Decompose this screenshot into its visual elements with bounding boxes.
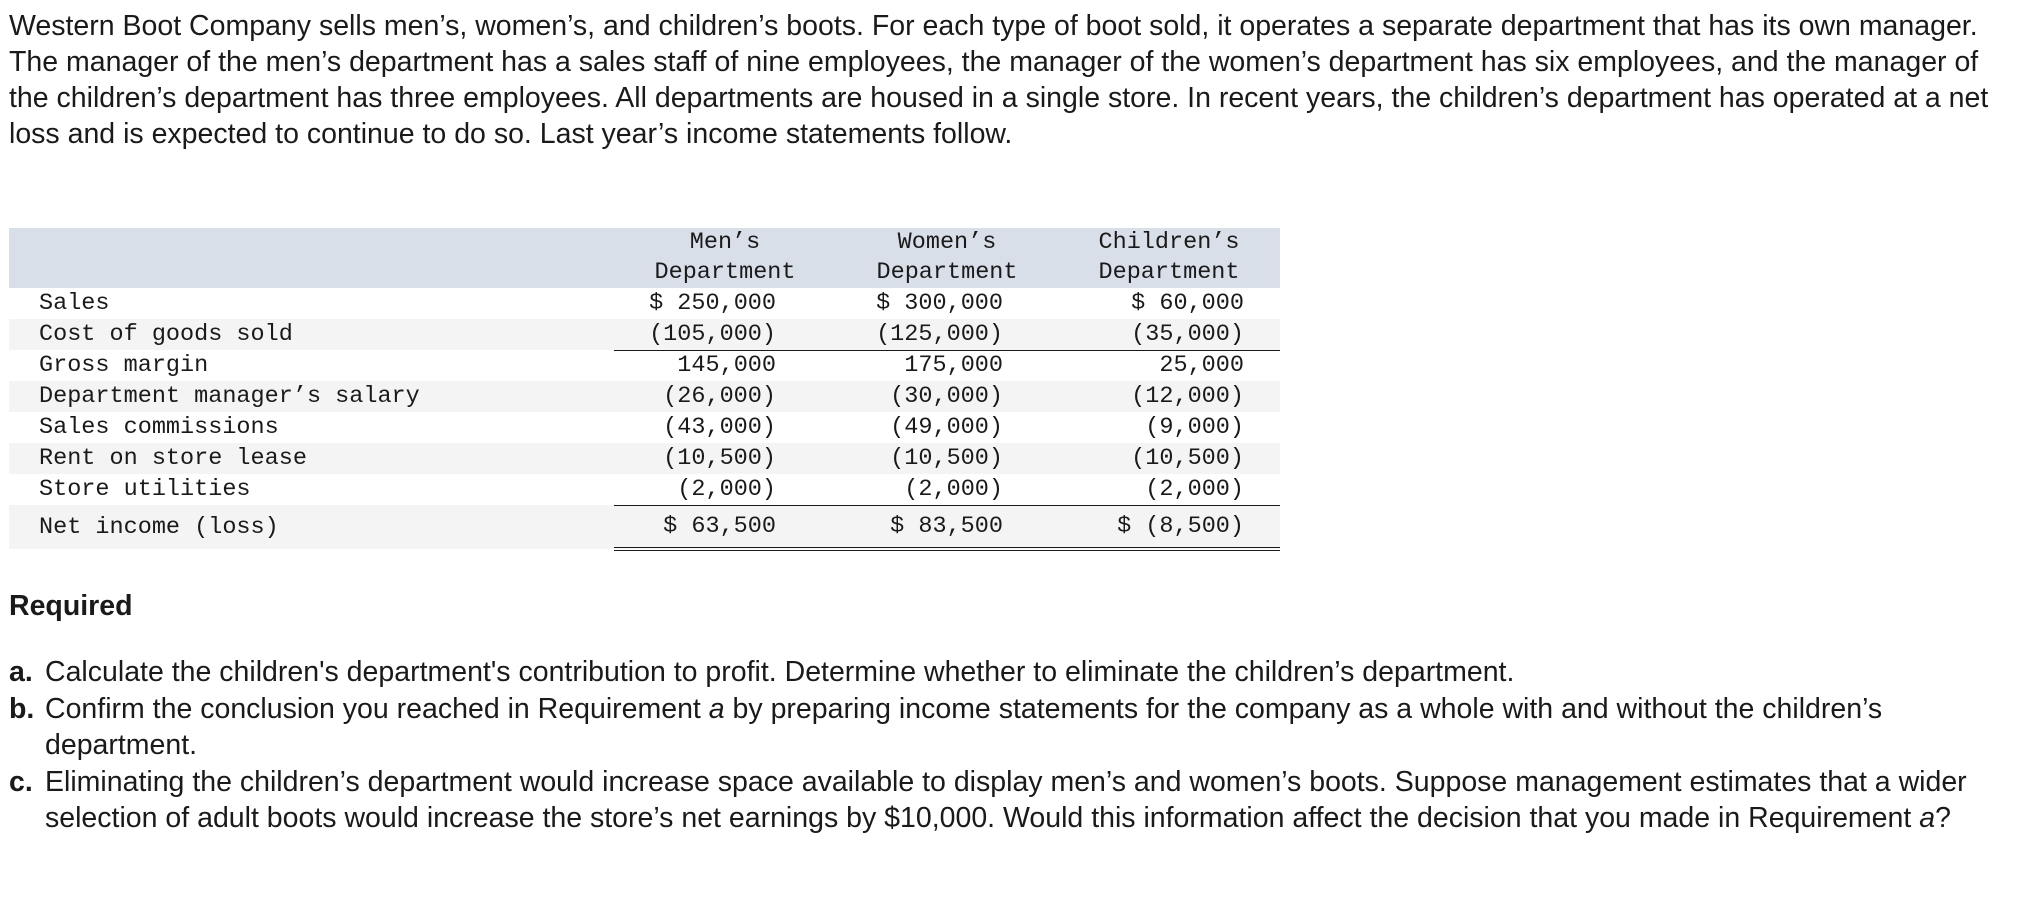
- cell-womens: (49,000): [890, 414, 1003, 441]
- table-row: [9, 381, 1280, 412]
- income-statement-table: [9, 228, 1280, 551]
- cell-mens: (43,000): [663, 414, 776, 441]
- requirement-ref: a: [708, 692, 725, 725]
- cell-mens: (10,500): [663, 445, 776, 472]
- cell-mens: (2,000): [614, 474, 836, 505]
- requirement-a: [9, 654, 1999, 691]
- requirement-text-before: Eliminating the children’s department would increase space available to display men’s and women’s boots. Suppose management estimates that a wider selection of adult boots would increase the store’s net earnings by $10,000. Would this information affect the decision that you made in Requirement: [45, 765, 1967, 834]
- row-label: Sales: [39, 290, 110, 317]
- header-mens: Men’s Department: [654, 229, 796, 286]
- header-blank: [9, 228, 614, 288]
- cell-mens: $ 63,500: [614, 505, 836, 549]
- cell-mens: (105,000): [614, 319, 836, 350]
- requirements-list: [9, 654, 1999, 837]
- requirement-text-before: Confirm the conclusion you reached in Requirement: [45, 692, 709, 725]
- cell-childrens: $ 60,000: [1131, 290, 1244, 317]
- cell-womens: $ 83,500: [836, 505, 1058, 549]
- row-label: Gross margin: [39, 352, 209, 379]
- cell-childrens: (10,500): [1131, 445, 1244, 472]
- table-row: [9, 319, 1280, 350]
- cell-womens: (30,000): [890, 383, 1003, 410]
- cell-childrens: 25,000: [1159, 352, 1244, 380]
- table-row: [9, 443, 1280, 474]
- requirement-marker: a.: [9, 656, 33, 688]
- requirement-marker: b.: [9, 692, 35, 725]
- cell-womens: (10,500): [890, 445, 1003, 472]
- table-header-row: [9, 228, 1280, 288]
- header-womens: Women’s Department: [876, 229, 1018, 286]
- row-label: Store utilities: [39, 476, 251, 503]
- cell-womens: (125,000): [836, 319, 1058, 350]
- cell-mens: 145,000: [677, 352, 776, 380]
- requirement-text-after: by preparing income statements for the company as a whole with and without the children’s department.: [45, 692, 1883, 761]
- table-row-total: [9, 505, 1280, 549]
- cell-mens: $ 250,000: [649, 290, 776, 317]
- row-label: Net income (loss): [39, 513, 279, 541]
- cell-womens: 175,000: [904, 352, 1003, 380]
- requirement-marker: c.: [9, 765, 33, 798]
- cell-childrens: (12,000): [1131, 383, 1244, 410]
- cell-womens: $ 300,000: [876, 290, 1003, 317]
- requirement-text: Calculate the children's department's contribution to profit. Determine whether to eliminate the children’s department.: [45, 656, 1515, 688]
- row-label: Rent on store lease: [39, 445, 307, 472]
- cell-womens: (2,000): [836, 474, 1058, 505]
- requirement-b: [9, 691, 1999, 764]
- cell-childrens: (35,000): [1058, 319, 1280, 350]
- cell-mens: (26,000): [663, 383, 776, 410]
- problem-intro: Western Boot Company sells men’s, women’s, and children’s boots. For each type of boot sold, it operates a separate department that has its own manager. The manager of the men’s department has a sales staff of nine employees, the manager of the women’s department has six employees, and the manager of the children’s department has three employees. All departments are housed in a single store. In recent years, the children’s department has operated at a net loss and is expected to continue to do so. Last year’s income statements follow.: [9, 10, 1989, 150]
- requirement-c: [9, 764, 1999, 837]
- table-row: [9, 474, 1280, 505]
- cell-childrens: (2,000): [1058, 474, 1280, 505]
- header-childrens: Children’s Department: [1098, 229, 1240, 286]
- row-label: Department manager’s salary: [39, 383, 420, 410]
- table-row: [9, 288, 1280, 319]
- row-label: Cost of goods sold: [39, 321, 293, 348]
- required-heading: Required: [9, 590, 133, 622]
- row-label: Sales commissions: [39, 414, 279, 441]
- requirement-text-after: ?: [1935, 802, 1951, 834]
- cell-childrens: $ (8,500): [1058, 505, 1280, 549]
- requirement-ref: a: [1919, 802, 1936, 834]
- table-row: [9, 350, 1280, 381]
- table-row: [9, 412, 1280, 443]
- cell-childrens: (9,000): [1145, 414, 1244, 441]
